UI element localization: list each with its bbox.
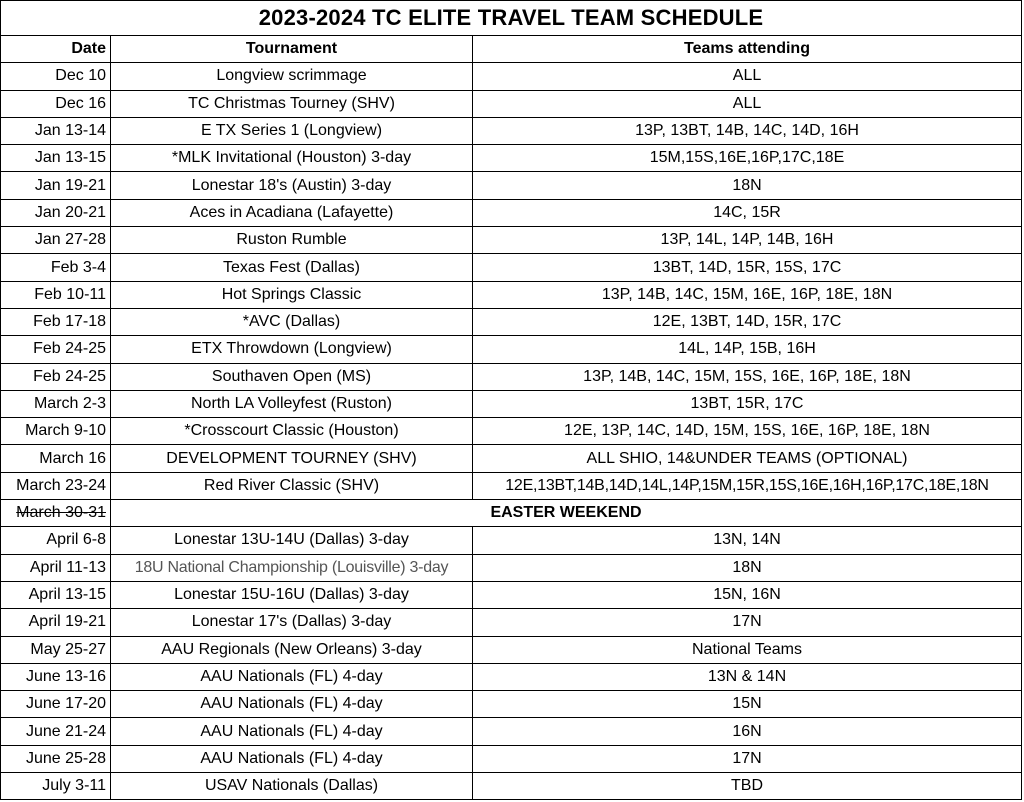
tournament-cell: AAU Regionals (New Orleans) 3-day — [111, 636, 473, 663]
tournament-cell: Lonestar 17's (Dallas) 3-day — [111, 609, 473, 636]
table-row — [1, 308, 1022, 335]
teams-cell: 12E, 13BT, 14D, 15R, 17C — [473, 308, 1022, 335]
table-row — [1, 199, 1022, 226]
teams-cell: 13P, 13BT, 14B, 14C, 14D, 16H — [473, 117, 1022, 144]
easter-label-cell: EASTER WEEKEND — [111, 500, 1022, 527]
teams-cell: 18N — [473, 554, 1022, 581]
table-row — [1, 691, 1022, 718]
date-cell: March 16 — [1, 445, 111, 472]
table-row — [1, 554, 1022, 581]
tournament-cell: Longview scrimmage — [111, 63, 473, 90]
teams-cell: 13P, 14L, 14P, 14B, 16H — [473, 227, 1022, 254]
table-row — [1, 227, 1022, 254]
tournament-cell: 18U National Championship (Louisville) 3-day — [111, 554, 473, 581]
tournament-cell: Red River Classic (SHV) — [111, 472, 473, 499]
date-cell: Jan 13-14 — [1, 117, 111, 144]
date-cell: March 9-10 — [1, 418, 111, 445]
tournament-cell: ETX Throwdown (Longview) — [111, 336, 473, 363]
date-cell: June 21-24 — [1, 718, 111, 745]
teams-cell: 13N & 14N — [473, 663, 1022, 690]
table-row — [1, 527, 1022, 554]
table-row — [1, 636, 1022, 663]
tournament-cell: AAU Nationals (FL) 4-day — [111, 663, 473, 690]
date-cell: Jan 20-21 — [1, 199, 111, 226]
date-cell: Feb 24-25 — [1, 363, 111, 390]
date-cell: Jan 27-28 — [1, 227, 111, 254]
teams-cell: 13BT, 14D, 15R, 15S, 17C — [473, 254, 1022, 281]
teams-cell: 15N — [473, 691, 1022, 718]
tournament-cell: AAU Nationals (FL) 4-day — [111, 718, 473, 745]
table-row — [1, 281, 1022, 308]
tournament-cell: *Crosscourt Classic (Houston) — [111, 418, 473, 445]
tournament-cell: Lonestar 18's (Austin) 3-day — [111, 172, 473, 199]
schedule-body — [1, 63, 1022, 800]
table-row — [1, 663, 1022, 690]
tournament-cell: Aces in Acadiana (Lafayette) — [111, 199, 473, 226]
teams-cell: National Teams — [473, 636, 1022, 663]
table-row — [1, 609, 1022, 636]
tournament-cell: Ruston Rumble — [111, 227, 473, 254]
date-cell: Dec 16 — [1, 90, 111, 117]
tournament-column-header: Tournament — [111, 36, 473, 63]
tournament-cell: Lonestar 13U-14U (Dallas) 3-day — [111, 527, 473, 554]
teams-cell: 13P, 14B, 14C, 15M, 15S, 16E, 16P, 18E, 18N — [473, 363, 1022, 390]
date-column-header: Date — [1, 36, 111, 63]
date-cell: June 13-16 — [1, 663, 111, 690]
table-row — [1, 472, 1022, 499]
teams-cell: ALL — [473, 90, 1022, 117]
tournament-cell: North LA Volleyfest (Ruston) — [111, 390, 473, 417]
date-cell: April 11-13 — [1, 554, 111, 581]
tournament-cell: DEVELOPMENT TOURNEY (SHV) — [111, 445, 473, 472]
teams-cell: 15N, 16N — [473, 581, 1022, 608]
table-row — [1, 145, 1022, 172]
table-row — [1, 745, 1022, 772]
table-row — [1, 773, 1022, 800]
date-cell: Jan 13-15 — [1, 145, 111, 172]
tournament-cell: AAU Nationals (FL) 4-day — [111, 745, 473, 772]
tournament-cell: TC Christmas Tourney (SHV) — [111, 90, 473, 117]
teams-column-header: Teams attending — [473, 36, 1022, 63]
date-cell: April 19-21 — [1, 609, 111, 636]
tournament-cell: Hot Springs Classic — [111, 281, 473, 308]
tournament-cell: Texas Fest (Dallas) — [111, 254, 473, 281]
table-row — [1, 63, 1022, 90]
date-cell: Feb 10-11 — [1, 281, 111, 308]
table-row — [1, 117, 1022, 144]
teams-cell: ALL — [473, 63, 1022, 90]
tournament-cell: *MLK Invitational (Houston) 3-day — [111, 145, 473, 172]
teams-cell: ALL SHIO, 14&UNDER TEAMS (OPTIONAL) — [473, 445, 1022, 472]
date-cell: Dec 10 — [1, 63, 111, 90]
tournament-cell: AAU Nationals (FL) 4-day — [111, 691, 473, 718]
page-title: 2023-2024 TC ELITE TRAVEL TEAM SCHEDULE — [1, 1, 1022, 36]
date-cell: Jan 19-21 — [1, 172, 111, 199]
table-row — [1, 363, 1022, 390]
tournament-cell: USAV Nationals (Dallas) — [111, 773, 473, 800]
tournament-cell: Southaven Open (MS) — [111, 363, 473, 390]
date-cell: March 23-24 — [1, 472, 111, 499]
teams-cell: 12E,13BT,14B,14D,14L,14P,15M,15R,15S,16E,16H,16P,17C,18E,18N — [473, 472, 1022, 499]
teams-cell: 16N — [473, 718, 1022, 745]
teams-cell: 15M,15S,16E,16P,17C,18E — [473, 145, 1022, 172]
table-row — [1, 581, 1022, 608]
table-row — [1, 172, 1022, 199]
teams-cell: 13P, 14B, 14C, 15M, 16E, 16P, 18E, 18N — [473, 281, 1022, 308]
teams-cell: 13N, 14N — [473, 527, 1022, 554]
table-row — [1, 90, 1022, 117]
date-cell: Feb 17-18 — [1, 308, 111, 335]
tournament-cell: E TX Series 1 (Longview) — [111, 117, 473, 144]
table-row — [1, 390, 1022, 417]
table-row — [1, 418, 1022, 445]
table-row — [1, 445, 1022, 472]
teams-cell: 17N — [473, 609, 1022, 636]
teams-cell: TBD — [473, 773, 1022, 800]
teams-cell: 13BT, 15R, 17C — [473, 390, 1022, 417]
date-cell: Feb 24-25 — [1, 336, 111, 363]
date-cell: Feb 3-4 — [1, 254, 111, 281]
teams-cell: 12E, 13P, 14C, 14D, 15M, 15S, 16E, 16P, 18E, 18N — [473, 418, 1022, 445]
easter-row — [1, 500, 1022, 527]
header-row — [1, 36, 1022, 63]
table-row — [1, 254, 1022, 281]
teams-cell: 14L, 14P, 15B, 16H — [473, 336, 1022, 363]
date-cell: June 25-28 — [1, 745, 111, 772]
date-cell: April 6-8 — [1, 527, 111, 554]
tournament-cell: *AVC (Dallas) — [111, 308, 473, 335]
date-cell: March 2-3 — [1, 390, 111, 417]
date-cell: July 3-11 — [1, 773, 111, 800]
date-cell: April 13-15 — [1, 581, 111, 608]
table-row — [1, 336, 1022, 363]
title-row — [1, 1, 1022, 36]
tournament-cell: Lonestar 15U-16U (Dallas) 3-day — [111, 581, 473, 608]
date-cell: June 17-20 — [1, 691, 111, 718]
teams-cell: 14C, 15R — [473, 199, 1022, 226]
teams-cell: 17N — [473, 745, 1022, 772]
teams-cell: 18N — [473, 172, 1022, 199]
table-row — [1, 718, 1022, 745]
date-cell: May 25-27 — [1, 636, 111, 663]
easter-date-cell: March 30-31 — [1, 500, 111, 527]
